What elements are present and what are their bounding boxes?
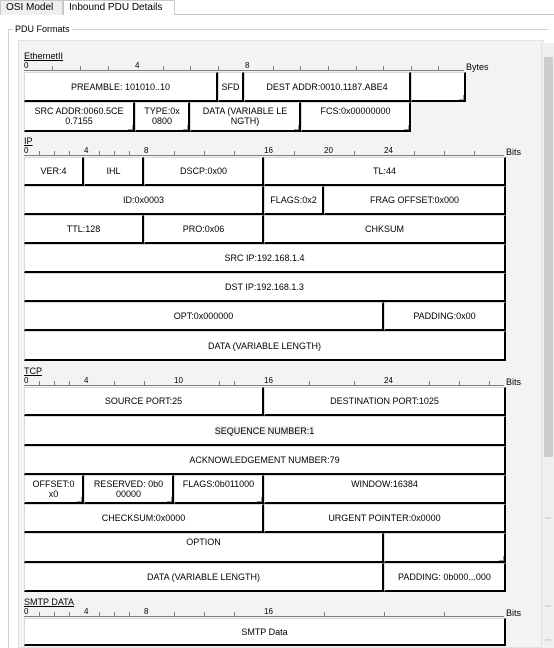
tcp-option-value: OPTION — [186, 537, 221, 547]
ip-opt-field: OPT:0x000000 — [24, 302, 384, 331]
tcp-data-field: DATA (VARIABLE LENGTH) — [24, 563, 384, 592]
tcp-offset-value: OFFSET:0 x0 — [32, 479, 75, 499]
smtp-ruler-label: 4 — [84, 607, 89, 616]
tcp-window-value: WINDOW:16384 — [351, 479, 418, 489]
ip-tl-field: TL:44 — [264, 157, 506, 186]
smtp-ruler — [24, 608, 504, 618]
src-addr-field — [24, 102, 135, 132]
sfd-field: SFD — [218, 72, 244, 102]
ethernet-data-field — [190, 102, 301, 132]
scrollbar-thumb[interactable] — [544, 57, 553, 457]
ip-ruler-label: 4 — [84, 146, 89, 155]
src-addr-value: SRC ADDR:0060.5CE 0.7155 — [34, 106, 124, 126]
type-value: TYPE:0x 0800 — [144, 106, 180, 126]
ip-ruler-label: 8 — [144, 146, 149, 155]
tcp-ruler-label: 0 — [24, 376, 29, 385]
pdu-formats-title: PDU Formats — [15, 24, 70, 34]
tcp-flags-value: FLAGS:0b011000 — [182, 479, 255, 489]
ip-pro-field: PRO:0x06 — [144, 215, 264, 244]
smtp-ruler-label: 16 — [264, 607, 273, 616]
ip-units: Bits — [506, 147, 522, 157]
tab-osi-model[interactable]: OSI Model — [0, 0, 63, 15]
type-field — [135, 102, 190, 132]
ip-data-field: DATA (VARIABLE LENGTH) — [24, 331, 506, 361]
tab-inbound-pdu-details[interactable]: Inbound PDU Details — [63, 0, 175, 16]
ip-ttl-field: TTL:128 — [24, 215, 144, 244]
fcs-value: FCS:0x00000000 — [320, 106, 391, 116]
ip-ruler-label: 16 — [264, 146, 273, 155]
ip-ruler — [24, 147, 504, 157]
scroll-grip-icon: ⋯ — [545, 515, 552, 522]
tcp-ruler-label: 16 — [264, 376, 273, 385]
ip-ver-field: VER:4 — [24, 157, 84, 186]
ip-ruler-label: 0 — [24, 146, 29, 155]
ip-ruler-label: 20 — [324, 146, 333, 155]
tcp-checksum-field: CHECKSUM:0x0000 — [24, 504, 264, 533]
preamble-field: PREAMBLE: 101010..10 — [24, 72, 218, 102]
tcp-ruler-label: 10 — [174, 376, 183, 385]
tcp-reserved-field — [84, 475, 174, 504]
tcp-ruler-label: 24 — [384, 376, 393, 385]
ip-padding-field: PADDING:0x00 — [384, 302, 506, 331]
ip-ruler-label: 24 — [384, 146, 393, 155]
ip-chksum-field: CHKSUM — [264, 215, 506, 244]
smtp-ruler-label: 8 — [144, 607, 149, 616]
ethernet-ruler — [24, 62, 464, 72]
tcp-urgent-pointer-field: URGENT POINTER:0x0000 — [264, 504, 506, 533]
tcp-units: Bits — [506, 377, 522, 387]
ethernet-ruler-label: 8 — [245, 61, 250, 70]
tcp-flags-field — [174, 475, 264, 504]
tcp-offset-field — [24, 475, 84, 504]
smtp-ruler-label: 0 — [24, 607, 29, 616]
ethernet-units: Bytes — [466, 62, 489, 72]
tcp-reserved-value: RESERVED: 0b0 00000 — [93, 479, 164, 499]
smtp-units: Bits — [506, 608, 522, 618]
ethernet-ruler-label: 0 — [24, 61, 29, 70]
tcp-section-title: TCP — [24, 366, 42, 376]
tcp-ruler — [24, 377, 504, 387]
tcp-padding-field: PADDING: 0b000...000 — [384, 563, 506, 592]
scroll-grip-icon: ⋯ — [545, 603, 552, 610]
scroll-grip-icon: ⋯ — [545, 637, 552, 644]
tcp-ack-number-field: ACKNOWLEDGEMENT NUMBER:79 — [24, 446, 506, 475]
tab-bar — [0, 0, 554, 15]
tcp-window-field — [264, 475, 506, 504]
ethernet-empty-field — [411, 72, 466, 102]
tcp-sequence-number-field — [24, 416, 506, 446]
tcp-source-port-field: SOURCE PORT:25 — [24, 387, 264, 416]
ip-dst-field: DST IP:192.168.1.3 — [24, 273, 506, 302]
ethernet-data-value: DATA (VARIABLE LE NGTH) — [202, 106, 288, 126]
dest-addr-field: DEST ADDR:0010.1187.ABE4 — [244, 72, 411, 102]
ethernet-section-title: EthernetII — [24, 51, 64, 61]
tcp-sequence-number-value: SEQUENCE NUMBER:1 — [214, 425, 315, 436]
smtp-data-field: SMTP Data — [24, 618, 506, 646]
ethernet-ruler-label: 4 — [135, 61, 140, 70]
ip-section-title: IP — [24, 136, 33, 146]
ip-ihl-field: IHL — [84, 157, 144, 186]
ip-id-field: ID:0x0003 — [24, 186, 264, 215]
tcp-option-padding-empty-field — [384, 533, 506, 563]
ip-flags-field: FLAGS:0x2 — [264, 186, 324, 215]
smtp-section-title: SMTP DATA — [24, 597, 75, 607]
tcp-destination-port-field: DESTINATION PORT:1025 — [264, 387, 506, 416]
ip-dscp-field: DSCP:0x00 — [144, 157, 264, 186]
fcs-field — [301, 102, 411, 132]
ip-src-field: SRC IP:192.168.1.4 — [24, 244, 506, 273]
tcp-ruler-label: 4 — [84, 376, 89, 385]
tcp-option-field — [24, 533, 384, 563]
ip-frag-offset-field: FRAG OFFSET:0x000 — [324, 186, 506, 215]
vertical-scrollbar[interactable] — [541, 43, 554, 648]
